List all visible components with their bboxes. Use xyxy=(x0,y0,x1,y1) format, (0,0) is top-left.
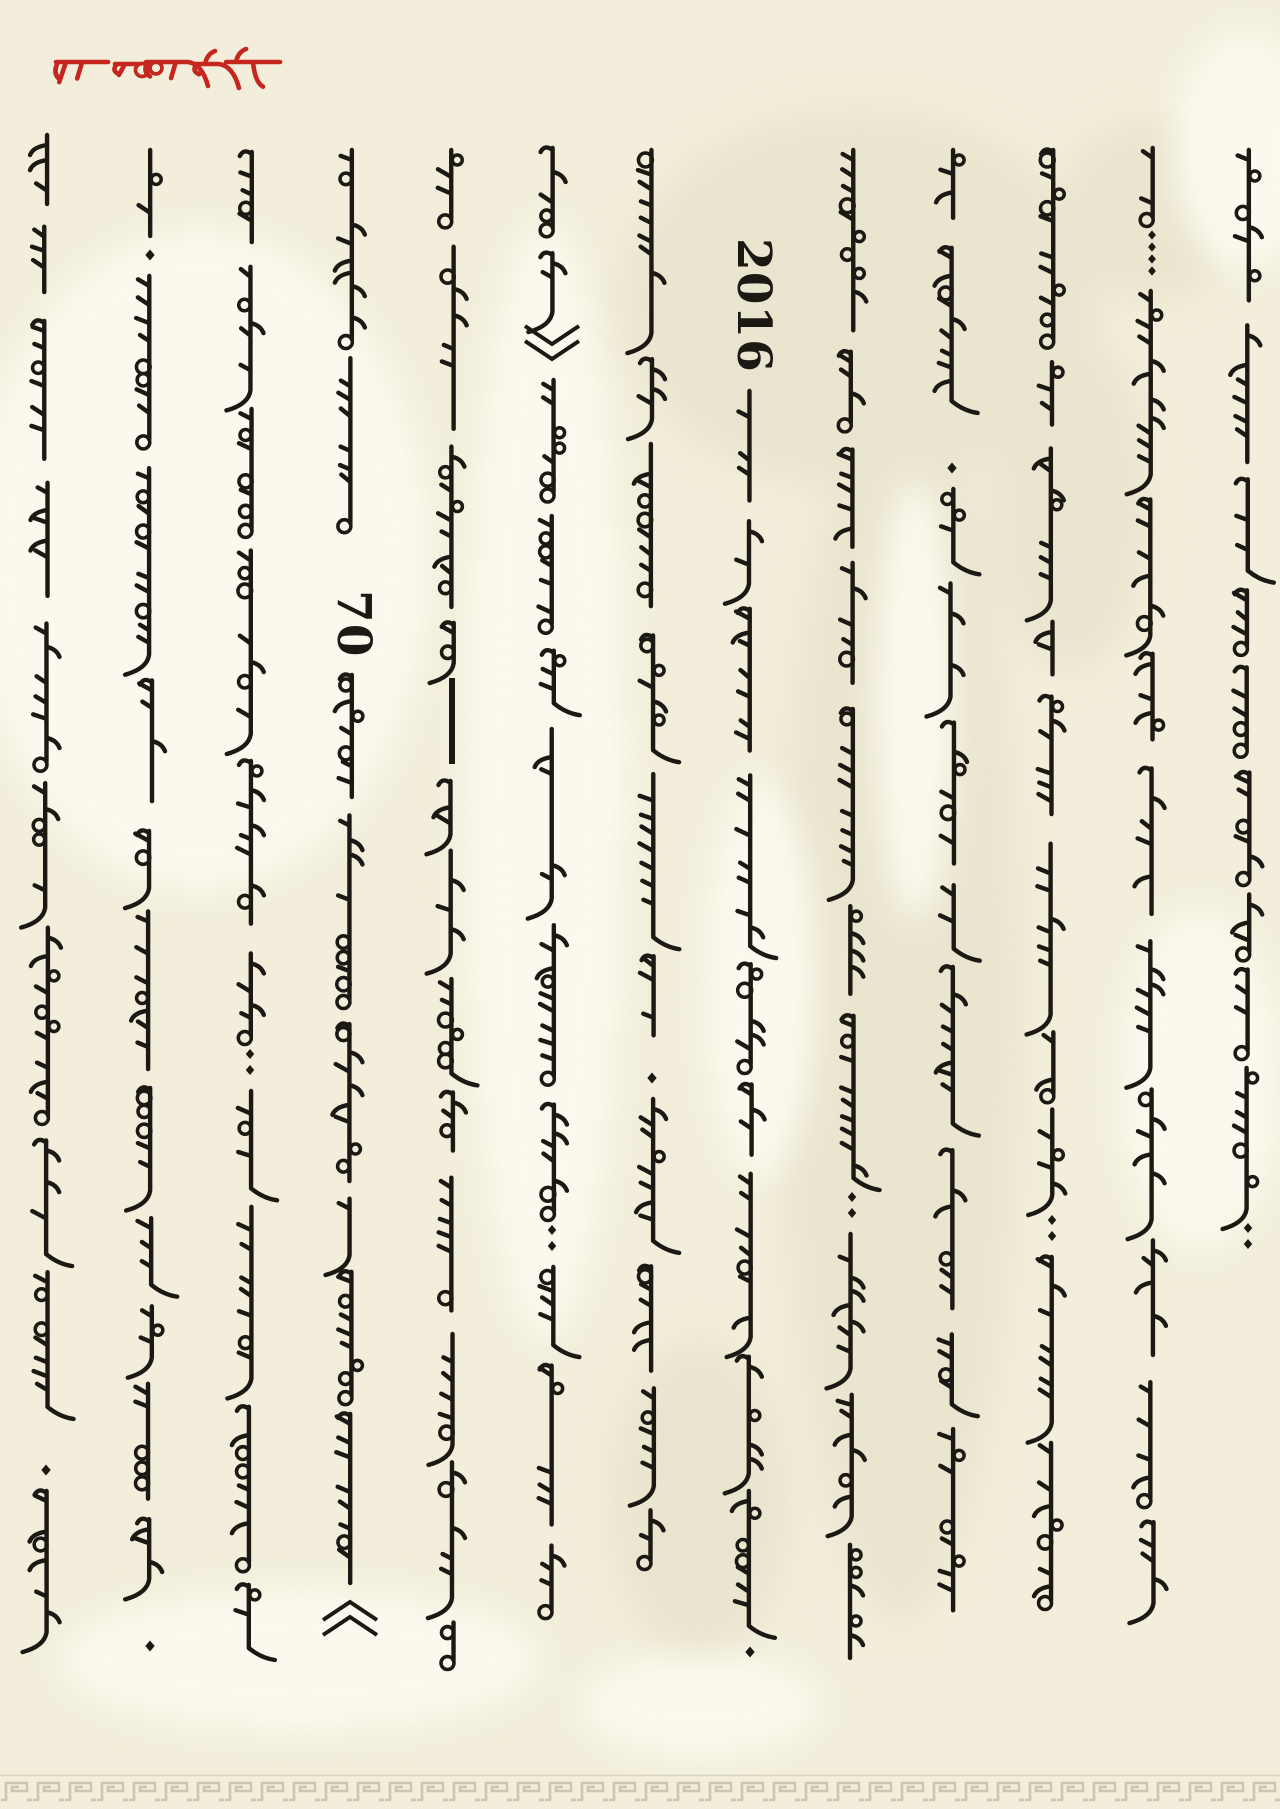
svg-text:70: 70 xyxy=(326,590,381,658)
footer-meander-border xyxy=(0,1776,1280,1806)
token-num xyxy=(726,238,781,373)
svg-text:2016: 2016 xyxy=(726,238,781,373)
token-num xyxy=(326,590,381,657)
